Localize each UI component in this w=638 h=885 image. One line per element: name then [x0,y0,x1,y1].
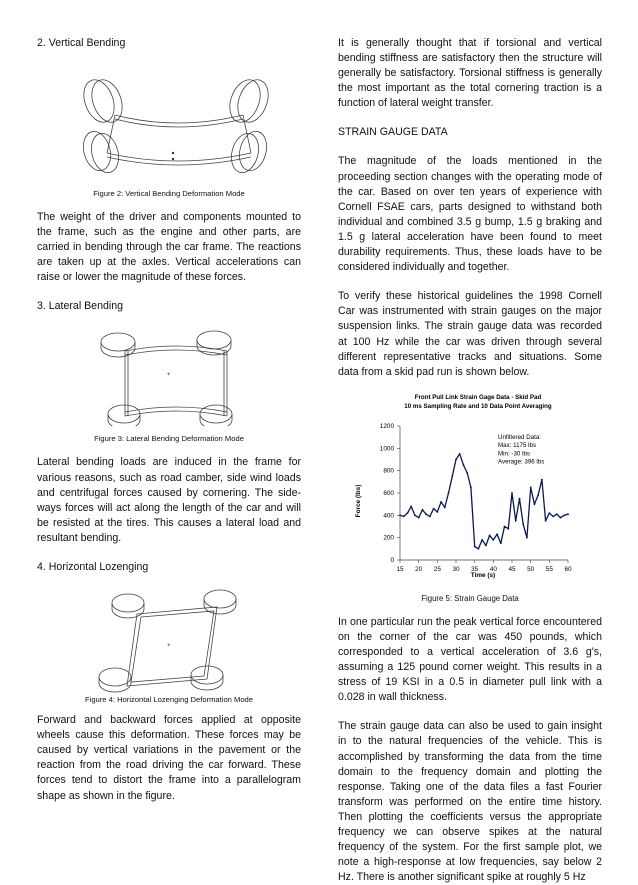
data-point [444,506,446,508]
x-tick-label: 35 [471,565,479,573]
data-point [530,486,532,488]
data-point [422,509,424,511]
figure-vertical-bending [37,71,301,177]
data-point [515,520,517,522]
wheel-rear-right [204,590,236,608]
y-tick-label: 200 [383,534,394,542]
data-point [414,514,416,516]
x-tick-label: 45 [508,565,516,573]
data-point [418,516,420,518]
data-point [548,512,550,514]
data-point [541,478,543,480]
data-point [440,501,442,503]
heading-strain-gauge-data: STRAIN GAUGE DATA [338,126,448,139]
data-point [504,525,506,527]
x-tick-label: 50 [527,565,535,573]
data-point [496,533,498,535]
wheel-rear-right [224,76,265,127]
x-tick-label: 30 [452,565,460,573]
x-tick-label: 40 [489,565,497,573]
y-axis-label: Force (lbs) [355,484,362,518]
figure-3-caption: Figure 3: Lateral Bending Deformation Mode [94,434,244,444]
data-point [526,537,528,539]
y-tick-label: 400 [383,512,394,520]
data-point [519,497,521,499]
figure-5-caption: Figure 5: Strain Gauge Data [421,593,519,603]
y-tick-label: 1200 [379,422,394,430]
data-point [492,539,494,541]
x-tick-label: 20 [415,565,423,573]
data-point [399,514,401,516]
figure-horizontal-lozenging [37,589,301,693]
wheel-front-right [191,666,223,684]
heading-lateral-bending: 3. Lateral Bending [37,300,123,313]
chart-annotation: Unfiltered Data: [498,433,541,441]
data-point [485,544,487,546]
data-point [481,539,483,541]
data-point [560,516,562,518]
paragraph-lateral-bending: Lateral bending loads are induced in the frame for various reasons, such as road camber, side wind loads and centrifugal forces caused by cornering. The side-ways forces will act along the length of the car and will be resisted at the tires. This causes a lateral load and resultant bending. [37,456,301,544]
chart-annotation: Average: 396 lbs [498,458,545,466]
data-point [489,534,491,536]
paragraph-horizontal-lozenging: Forward and backward forces applied at opposite wheels cause this deformation. These forces may be caused by vertical variations in the pavement or the reaction from the road driving the car forward. These forces tend to distort the frame into a parallelogram shape as shown in the figure. [37,714,301,802]
chart-subtitle: 10 ms Sampling Rate and 10 Data Point Averaging [404,402,552,410]
data-point [448,492,450,494]
paragraph-fourier-transform: The strain gauge data can also be used to gain insight in to the natural frequencies of the vehicle. This is accomplished by transforming the data from the time domain to the frequency domain and plotting the response. Taking one of the data files a fast Fourier transform was performed on the entire time history. Then plotting the coefficients versus the appropriate frequency we can observe spikes at the natural frequency of the system. For the first sample plot, we note a high-response at low frequencies, say below 2 Hz. There is another significant spike at roughly 5 Hz [338,720,602,884]
y-tick-label: 600 [383,489,394,497]
svg-text:+: + [167,643,171,650]
heading-vertical-bending: 2. Vertical Bending [37,37,126,49]
frame-top-rail [115,115,243,123]
wheel-front-left [99,668,131,686]
data-point [403,515,405,517]
data-point [470,486,472,488]
svg-text:+: + [167,372,171,379]
paragraph-peak-force: In one particular run the peak vertical force encountered on the corner of the car was 450 pounds, which corresponded to a vertical acceleration of 3.6 g's, assuming a 125 pound corner weight. This results in a stress of 19 KSI in a 0.5 in diameter pull link with a 0.028 in wall thickness. [338,615,602,704]
wheel-rear-right [197,331,231,349]
data-point [407,512,409,514]
data-point [478,548,480,550]
right-column [338,36,602,885]
chart-annotation: Min: -30 lbs [498,450,530,458]
data-point [552,515,554,517]
data-point [567,513,569,515]
frame-bottom-rail [107,153,251,161]
data-point [556,513,558,515]
wheel-rear-left [86,76,127,127]
figure-lateral-bending [37,326,301,426]
data-point [545,520,547,522]
data-point [433,507,435,509]
x-axis-label: Time (s) [470,571,496,579]
data-point [507,528,509,530]
data-point [459,453,461,455]
x-tick-label: 55 [545,565,553,573]
paragraph-vertical-bending: The weight of the driver and components mounted to the frame, such as the engine and other parts, are carried in bending through the car frame. The reactions are taken up at the axles. Vertical accelerations can raise or lower the magnitude of these forces. [37,211,301,284]
x-tick-label: 15 [396,565,404,573]
left-column [37,36,301,804]
data-point [522,523,524,525]
figure-2-caption: Figure 2: Vertical Bending Deformation Mode [93,189,245,198]
data-point [451,475,453,477]
data-point [466,472,468,474]
x-tick-label: 25 [433,565,441,573]
data-point [436,511,438,513]
data-point [463,464,465,466]
y-tick-label: 0 [390,556,394,564]
paragraph-torsional-stiffness: It is generally thought that if torsional and vertical bending stiffness are satisfactory then the structure will generally be satisfactory. Torsional stiffness is generally the most important as the total cornering traction is a function of lateral weight transfer. [338,37,602,110]
wheel-rear-left [101,333,135,351]
data-point [537,494,539,496]
wheel-rear-left [112,594,144,612]
figure-4-caption: Figure 4: Horizontal Lozenging Deformation Mode [85,695,253,705]
chart-annotation: Max: 1175 lbs [498,441,537,449]
heading-horizontal-lozenging: 4. Horizontal Lozenging [37,561,149,574]
data-point [455,458,457,460]
strain-gauge-chart [338,391,602,591]
data-point [511,492,513,494]
x-tick-label: 60 [564,565,572,573]
series-line-force [400,454,568,549]
chart-title: Front Pull Link Strain Gage Data - Skid Pad [414,393,542,401]
data-point [563,514,565,516]
data-point [429,515,431,517]
data-point [410,505,412,507]
data-point [474,545,476,547]
data-point [425,513,427,515]
data-point [534,503,536,505]
y-tick-label: 800 [383,467,394,475]
data-point [500,542,502,544]
y-tick-label: 1000 [379,445,394,453]
paragraph-verify-guidelines: To verify these historical guidelines the 1998 Cornell Car was instrumented with strain gauges on the major suspension links. The strain gauge data was recorded at 100 Hz while the car was driven through several different representative tracks and situations. Some data from a skid pad run is shown below. [338,290,602,378]
paragraph-load-magnitude: The magnitude of the loads mentioned in the proceeding section changes with the operating mode of the car. Based on over ten years of experience with Cornell FSAE cars, parts designed to withstand both individual and combined 3.5 g bump, 1.5 g braking and 1.5 g lateral acceleration have been found to meet durability requirements. Thus, these loads have to be considered individually and together. [338,155,602,274]
